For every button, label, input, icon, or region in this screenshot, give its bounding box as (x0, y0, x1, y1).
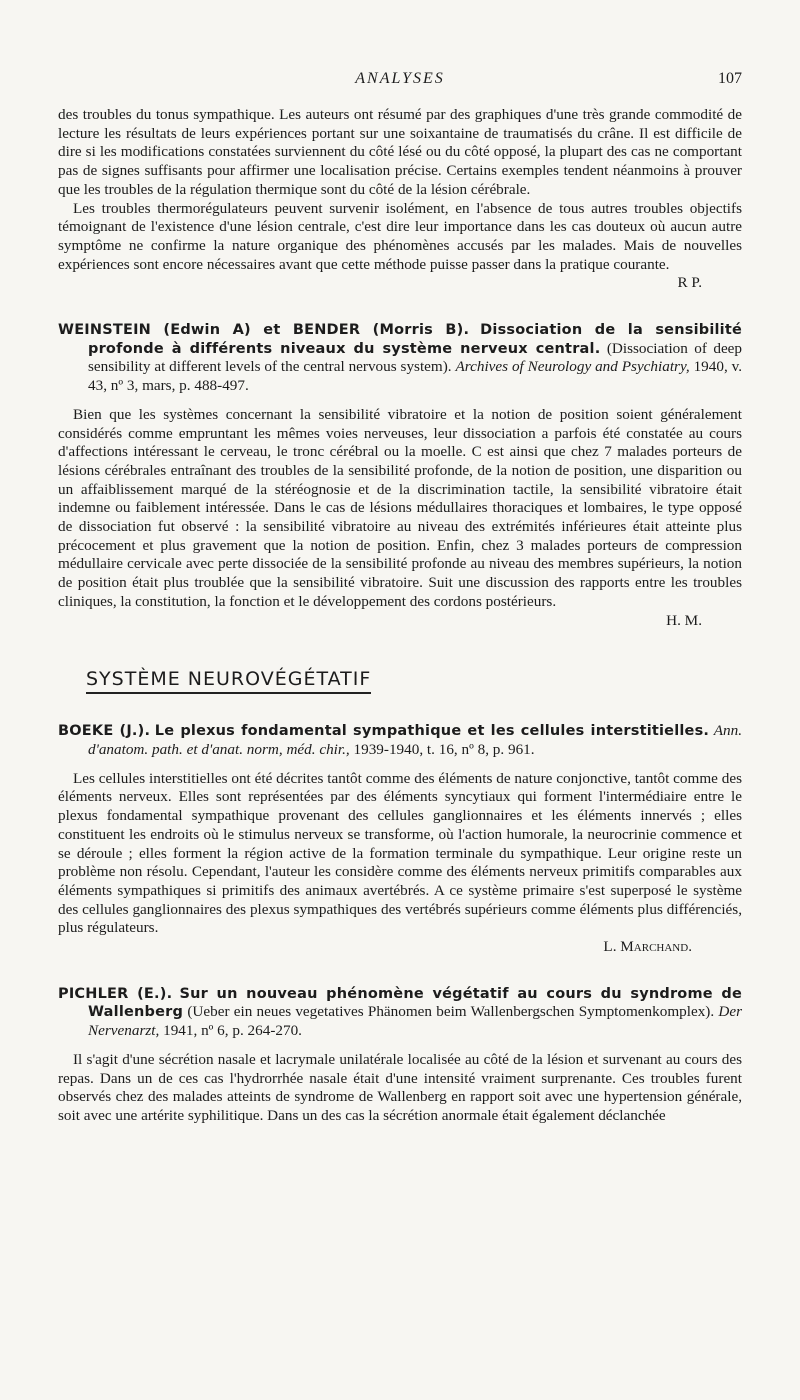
pichler-title: Sur un nouveau phénomène végétatif au cours du syndrome de Wallenberg (88, 985, 743, 1021)
weinstein-signature: H. M. (666, 611, 702, 629)
boeke-citation: 1939-1940, t. 16, nº 8, p. 961. (353, 740, 535, 758)
weinstein-translation: (Dissociation of deep sensibility at different levels of the central nervous system). (88, 339, 743, 376)
intro-signature: R P. (677, 274, 702, 292)
boeke-heading (58, 722, 742, 759)
boeke-journal: Ann. d'anatom. path. et d'anat. norm, méd. chir., (88, 722, 743, 758)
review-boeke (58, 722, 742, 956)
review-pichler (58, 985, 742, 1126)
pichler-citation: 1941, nº 6, p. 264-270. (163, 1022, 302, 1040)
intro-review (58, 106, 742, 293)
boeke-body: Les cellules interstitielles ont été décrites tantôt comme des éléments de nature conjonctive, tantôt comme des éléments nerveux. Elles sont représentées par des éléments syncytiaux qui forment l'intermédiaire entre le plexus fondamental sympathique provenant des cellules ganglionnaires et les éléments innervés ; elles constituent les endroits où le stimulus nerveux se transforme, où l'action humorale, la neurocrinie commence et se déroule ; elles forment la région active de la formation terminale du sympathique. Leur origine reste un problème non résolu. Cependant, l'auteur les considère comme des éléments nerveux primitifs comparables aux éléments sympathiques si primitifs des animaux avertébrés. A ce système primaire s'est superposé le système des cellules ganglionnaires des plexus sympathiques des vertébrés supérieurs comme éléments plus différenciés, plus régulateurs. (58, 769, 742, 937)
pichler-authors: PICHLER (E.). (58, 985, 173, 1002)
weinstein-heading (58, 321, 742, 396)
pichler-translation: (Ueber ein neues vegetatives Phänomen beim Wallenbergschen Symptomenkomplex). (187, 1003, 715, 1021)
pichler-journal: Der Nervenarzt, (88, 1003, 742, 1040)
section-title: SYSTÈME NEUROVÉGÉTATIF (86, 668, 371, 694)
boeke-title: Le plexus fondamental sympathique et les cellules interstitielles. (154, 723, 710, 740)
pichler-body: Il s'agit d'une sécrétion nasale et lacrymale unilatérale localisée au côté de la lésion et survenant au cours des repas. Dans un de ces cas l'hydrorrhée nasale était d'une intensité vraiment surprenante. Ces troubles furent observés chez des malades atteints de syndrome de Wallenberg en rapport soit avec une hypertension générale, soit avec une artérite syphilitique. Dans un des cas la sécrétion anormale était également déclanchée (58, 1050, 742, 1124)
boeke-authors: BOEKE (J.). (58, 723, 151, 740)
review-weinstein (58, 321, 742, 630)
weinstein-body: Bien que les systèmes concernant la sensibilité vibratoire et la notion de position soient généralement considérés comme empruntant les mêmes voies nerveuses, leur dissociation a parfois été constatée au cours d'affections intéressant le cerveau, le tronc cérébral ou la moelle. C est ainsi que chez 7 malades porteurs de lésions cérébrales entraînant des troubles de la sensibilité profonde, de la notion de position, une disparition ou un affaiblissement marqué de la stéréognosie et de la discrimination tactile, la sensibilité vibratoire était indemne ou faiblement intéressée. Dans le cas de lésions médullaires thoraciques et lombaires, le type opposé de dissociation fut observé : la sensibilité vibratoire au niveau des extrémités inférieures était atteinte plus précocement et plus gravement que la notion de position. Enfin, chez 3 malades porteurs de compression médullaire cervicale avec perte dissociée de la sensibilité profonde au niveau des membres supérieurs, la notion de position était plus troublée que la sensibilité vibratoire. Suit une discussion des rapports entre les troubles cliniques, la constitution, la fonction et le développement des cordons postérieurs. (58, 405, 742, 610)
intro-paragraph-1: des troubles du tonus sympathique. Les auteurs ont résumé par des graphiques d'une très grande commodité de lecture les résultats de leurs expériences portant sur une soixantaine de traumatisés du crâne. Il est difficile de dire si les modifications constatées surviennent du côté lésé ou du côté opposé, la plupart des cas ne comportant pas de signes suffisants pour affirmer une localisation précise. Certains exemples tendent néanmoins à prouver que les troubles de la régulation thermique sont du côté de la lésion cérébrale. (58, 106, 742, 198)
weinstein-citation: 1940, v. 43, nº 3, mars, p. 488-497. (88, 358, 743, 395)
running-title: ANALYSES (355, 70, 445, 87)
page-number: 107 (718, 70, 742, 87)
weinstein-title: Dissociation de la sensibilité profonde à différents niveaux du système nerveux central. (88, 322, 742, 357)
weinstein-authors: WEINSTEIN (Edwin A) et BENDER (Morris B). (58, 322, 470, 339)
boeke-signature: L. Marchand. (603, 938, 692, 956)
weinstein-journal: Archives of Neurology and Psychiatry, (455, 358, 690, 376)
intro-paragraph-2: Les troubles thermorégulateurs peuvent survenir isolément, en l'absence de tous autres troubles objectifs témoignant de l'existence d'une lésion centrale, c'est dire leur importance dans les cas douteux où aucun autre symptôme ne confirme la nature organique des phénomènes accusés par les malades. Mais de nouvelles expériences sont encore nécessaires avant que cette méthode puisse passer dans la pratique courante. (58, 199, 742, 273)
pichler-heading (58, 985, 742, 1041)
page-header (0, 70, 800, 94)
page-content (58, 106, 742, 1126)
